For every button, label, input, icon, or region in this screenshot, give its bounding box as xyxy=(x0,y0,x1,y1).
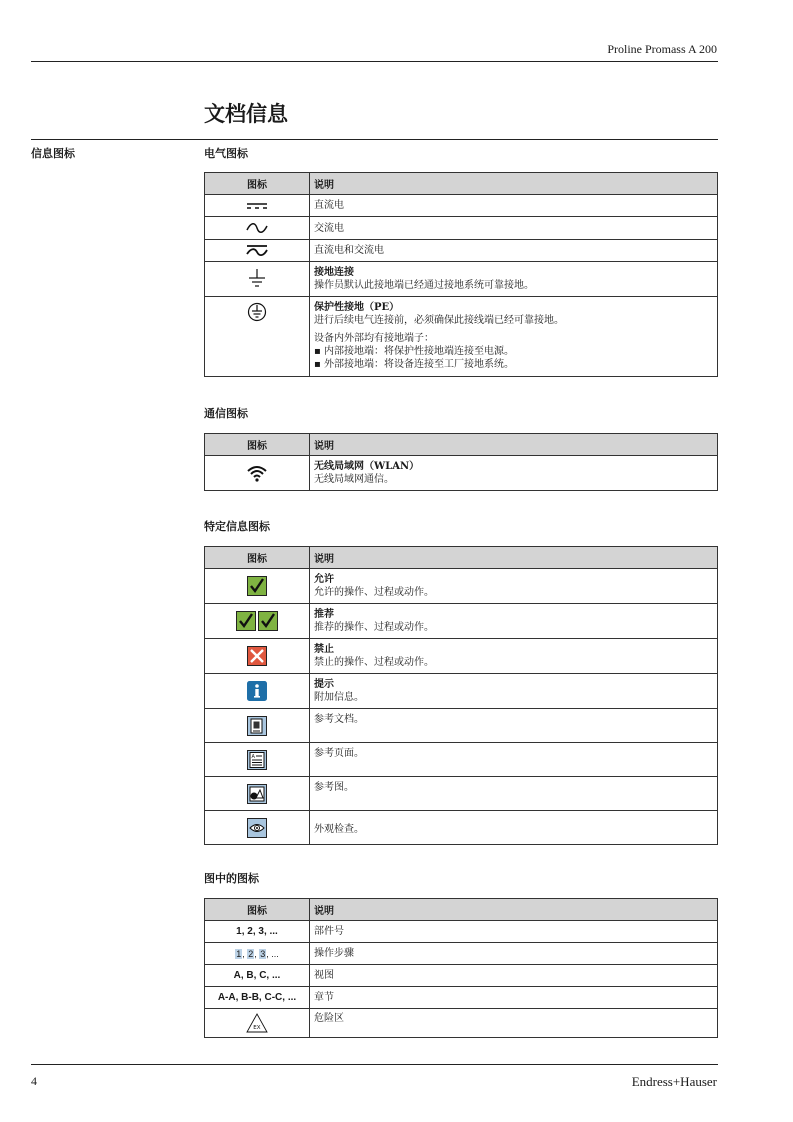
tip-icon xyxy=(247,681,267,701)
table-row xyxy=(205,921,718,943)
col-desc-header: 说明 xyxy=(310,899,718,921)
row-desc: 操作步骤 xyxy=(310,943,718,965)
step-suffix: , ... xyxy=(266,948,279,959)
dc-icon xyxy=(246,201,268,211)
forbidden-icon xyxy=(247,646,267,666)
page-number: 4 xyxy=(31,1074,37,1088)
table-row: 1, 2, 3, ... 操作步骤 xyxy=(205,943,718,965)
table-row xyxy=(205,240,718,262)
step-marker: 3 xyxy=(260,948,266,959)
row-title: 接地连接 xyxy=(314,267,354,278)
header-product: Proline Promass A 200 xyxy=(607,42,717,56)
table-row xyxy=(205,987,718,1009)
title-rule xyxy=(31,139,718,140)
row-desc: 操作员默认此接地端已经通过接地系统可靠接地。 xyxy=(314,280,534,291)
table-row xyxy=(205,297,718,377)
table-row xyxy=(205,262,718,297)
row-desc: 禁止的操作、过程或动作。 xyxy=(314,657,434,668)
electrical-table xyxy=(204,172,718,377)
specific-heading: 特定信息图标 xyxy=(204,520,270,533)
row-title: 禁止 xyxy=(314,644,334,655)
hazardous-area-icon xyxy=(246,1013,268,1033)
bullet-icon: ▪ xyxy=(314,359,324,370)
row-desc: 进行后续电气连接前，必须确保此接线端已经可靠接地。 xyxy=(314,315,564,326)
table-row xyxy=(205,217,718,240)
side-label: 信息图标 xyxy=(31,147,75,160)
graphic-heading: 图中的图标 xyxy=(204,872,259,885)
ground-icon xyxy=(247,268,267,290)
table-row xyxy=(205,743,718,777)
specific-table xyxy=(204,546,718,845)
step-marker: 2 xyxy=(248,948,254,959)
reference-page-icon xyxy=(247,750,267,770)
table-row xyxy=(205,674,718,709)
electrical-heading: 电气图标 xyxy=(204,147,248,160)
row-desc: 交流电 xyxy=(310,217,718,240)
row-label: A-A, B-B, C-C, ... xyxy=(205,987,310,1009)
row-title: 允许 xyxy=(314,574,334,585)
row-desc: 参考图。 xyxy=(310,777,718,811)
row-desc: 视图 xyxy=(310,965,718,987)
reference-document-icon xyxy=(247,716,267,736)
table-row xyxy=(205,456,718,491)
row-label: 1, 2, 3, ... xyxy=(205,921,310,943)
row-label: A, B, C, ... xyxy=(205,965,310,987)
svg-text:A: A xyxy=(251,753,255,760)
graphic-table xyxy=(204,898,718,1038)
list-item: ▪ 内部接地端：将保护性接地端连接至电源。 xyxy=(314,346,514,357)
row-desc: 部件号 xyxy=(310,921,718,943)
col-icon-header: 图标 xyxy=(205,547,310,569)
row-desc: 外观检查。 xyxy=(310,811,718,845)
ac-dc-icon xyxy=(246,244,268,258)
row-extra: 设备内外部均有接地端子： xyxy=(314,333,434,344)
communication-table xyxy=(204,433,718,491)
col-icon-header: 图标 xyxy=(205,899,310,921)
table-row xyxy=(205,709,718,743)
bullet-icon: ▪ xyxy=(314,346,324,357)
row-desc: 参考文档。 xyxy=(310,709,718,743)
table-row xyxy=(205,777,718,811)
row-desc: 推荐的操作、过程或动作。 xyxy=(314,622,434,633)
reference-graphic-icon xyxy=(247,784,267,804)
step-marker: 1 xyxy=(236,948,242,959)
preferred-icon xyxy=(236,611,278,631)
row-desc: 参考页面。 xyxy=(310,743,718,777)
wifi-icon xyxy=(246,464,268,482)
ac-icon xyxy=(246,222,268,234)
table-row xyxy=(205,965,718,987)
table-row xyxy=(205,604,718,639)
page-title: 文档信息 xyxy=(204,101,288,126)
col-desc-header: 说明 xyxy=(310,547,718,569)
table-row xyxy=(205,569,718,604)
table-row xyxy=(205,639,718,674)
row-desc: 允许的操作、过程或动作。 xyxy=(314,587,434,598)
row-title: 无线局域网（WLAN） xyxy=(314,461,420,472)
col-icon-header: 图标 xyxy=(205,173,310,195)
communication-heading: 通信图标 xyxy=(204,407,248,420)
col-desc-header: 说明 xyxy=(310,434,718,456)
brand-logo: Endress+Hauser xyxy=(631,1074,717,1089)
permitted-icon xyxy=(247,576,267,596)
list-item: ▪ 外部接地端：将设备连接至工厂接地系统。 xyxy=(314,359,514,370)
visual-inspection-icon xyxy=(247,818,267,838)
protective-earth-icon xyxy=(247,302,267,322)
col-icon-header: 图标 xyxy=(205,434,310,456)
row-desc: 直流电 xyxy=(310,195,718,217)
hazard-label: EX xyxy=(253,1025,261,1031)
row-title: 提示 xyxy=(314,679,334,690)
table-row xyxy=(205,195,718,217)
row-desc: 危险区 xyxy=(310,1009,718,1038)
row-title: 保护性接地（PE） xyxy=(314,302,400,313)
header-rule xyxy=(31,61,718,62)
col-desc-header: 说明 xyxy=(310,173,718,195)
row-desc: 直流电和交流电 xyxy=(310,240,718,262)
table-row xyxy=(205,1009,718,1038)
footer-rule xyxy=(31,1064,718,1065)
table-row xyxy=(205,811,718,845)
row-desc: 附加信息。 xyxy=(314,692,364,703)
row-desc: 章节 xyxy=(310,987,718,1009)
row-title: 推荐 xyxy=(314,609,334,620)
row-desc: 无线局域网通信。 xyxy=(314,474,394,485)
